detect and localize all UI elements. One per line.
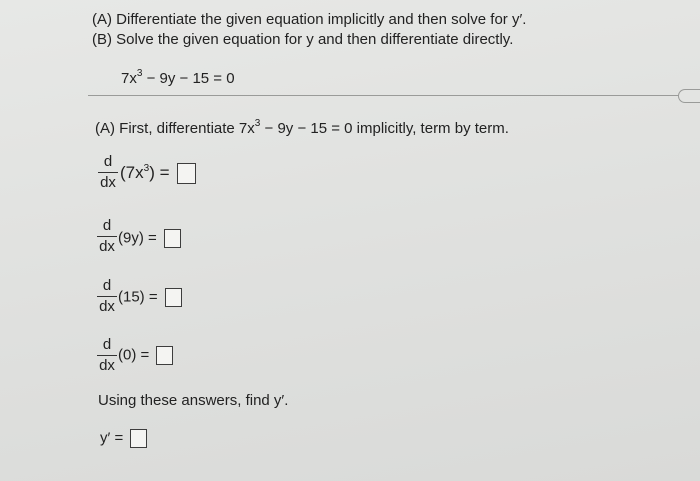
derivative-denominator: dx bbox=[99, 357, 115, 374]
derivative-operator bbox=[98, 153, 118, 192]
given-equation-exponent: 3 bbox=[136, 68, 143, 79]
equals-sign: = bbox=[148, 229, 157, 247]
part-a-exponent: 3 bbox=[254, 118, 261, 129]
final-prompt: Using these answers, find y′. bbox=[98, 392, 289, 409]
part-a-instruction bbox=[95, 120, 509, 137]
instruction-a: (A) Differentiate the given equation implicitly and then solve for y′. bbox=[92, 11, 527, 28]
answer-input-9y[interactable] bbox=[164, 229, 181, 248]
term: (0) bbox=[118, 346, 137, 364]
derivative-numerator: d bbox=[102, 217, 112, 234]
derivative-operator bbox=[97, 336, 117, 375]
answer-input-15[interactable] bbox=[165, 288, 182, 307]
section-divider bbox=[88, 95, 688, 96]
answer-input-7x3[interactable] bbox=[177, 163, 196, 184]
fraction-bar bbox=[98, 172, 118, 173]
equals-sign: = bbox=[140, 346, 150, 364]
answer-input-0[interactable] bbox=[156, 346, 173, 365]
part-a-lead: (A) First, differentiate 7x bbox=[95, 120, 255, 137]
given-equation-base: 7x bbox=[121, 70, 137, 87]
derivative-row-9y bbox=[118, 229, 181, 248]
part-a-tail: − 9y − 15 = 0 implicitly, term by term. bbox=[260, 120, 509, 137]
derivative-operator bbox=[97, 217, 117, 256]
derivative-denominator: dx bbox=[99, 238, 115, 255]
equals-sign: = bbox=[148, 288, 158, 306]
y-prime-label: y′ = bbox=[100, 429, 124, 447]
derivative-numerator: d bbox=[102, 336, 112, 353]
term: (15) bbox=[118, 288, 145, 306]
derivative-numerator: d bbox=[102, 277, 112, 294]
derivative-row-15 bbox=[118, 288, 182, 307]
y-prime-row bbox=[100, 429, 147, 448]
derivative-denominator: dx bbox=[99, 298, 115, 315]
instruction-b: (B) Solve the given equation for y and then differentiate directly. bbox=[92, 31, 514, 48]
answer-input-y-prime[interactable] bbox=[130, 429, 147, 448]
term-close: ) bbox=[149, 163, 155, 182]
derivative-operator bbox=[97, 277, 117, 316]
term-open: (7x bbox=[120, 163, 144, 182]
derivative-row-7x3 bbox=[120, 163, 196, 184]
given-equation-rest: − 9y − 15 = 0 bbox=[142, 70, 235, 87]
derivative-numerator: d bbox=[103, 153, 113, 170]
equals-sign: = bbox=[159, 163, 170, 182]
derivative-row-0 bbox=[118, 346, 173, 365]
term: (9y) bbox=[118, 229, 144, 247]
fraction-bar bbox=[97, 236, 117, 237]
derivative-denominator: dx bbox=[100, 174, 116, 191]
term-exponent: 3 bbox=[143, 163, 150, 174]
given-equation bbox=[121, 70, 235, 87]
fraction-bar bbox=[97, 296, 117, 297]
collapse-handle[interactable] bbox=[678, 89, 700, 103]
fraction-bar bbox=[97, 355, 117, 356]
